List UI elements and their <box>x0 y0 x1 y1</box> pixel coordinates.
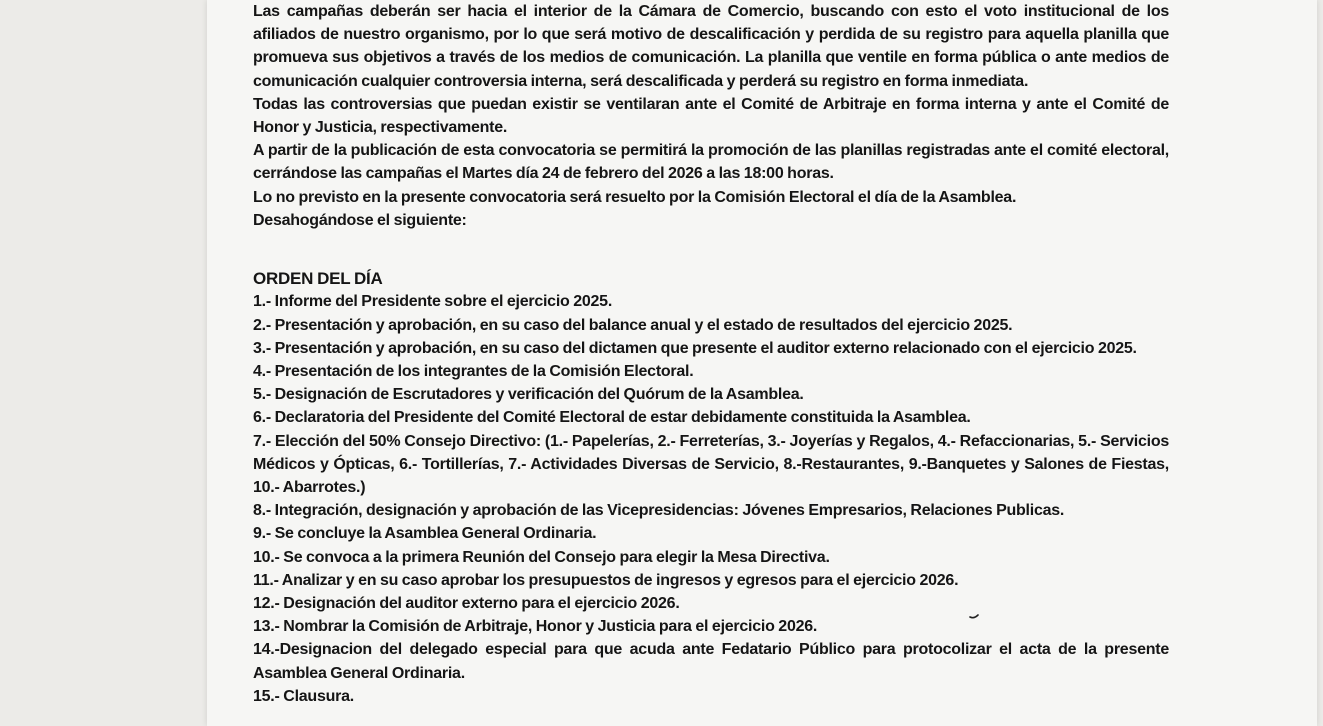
agenda-item: 5.- Designación de Escrutadores y verificación del Quórum de la Asamblea. <box>253 386 804 404</box>
document-body <box>253 0 1169 708</box>
agenda-item: 2.- Presentación y aprobación, en su caso del balance anual y el estado de resultados del ejercicio 2025. <box>253 316 1013 334</box>
agenda-item: 6.- Declaratoria del Presidente del Comité Electoral de estar debidamente constituida la Asamblea. <box>253 409 971 427</box>
agenda-item: 10.- Se convoca a la primera Reunión del Consejo para elegir la Mesa Directiva. <box>253 548 830 566</box>
blank-line <box>253 232 1169 255</box>
agenda-item: 3.- Presentación y aprobación, en su caso del dictamen que presente el auditor externo relacionado con el ejercicio 2025. <box>253 339 1137 357</box>
agenda-item: 15.- Clausura. <box>253 687 354 705</box>
agenda-item: 11.- Analizar y en su caso aprobar los presupuestos de ingresos y egresos para el ejercicio 2026. <box>253 571 959 589</box>
document-page <box>207 0 1317 726</box>
paragraph-campaigns: Las campañas deberán ser hacia el interior de la Cámara de Comercio, buscando con esto el voto institucional de los afiliados de nuestro organismo, por lo que será motivo de descalificación y perdida de su registro para aquella planilla que promueva sus objetivos a través de los medios de comunicación. La planilla que ventile en forma pública o ante medios de comunicación cualquier controversia interna, será descalificada y perderá su registro en forma inmediata. <box>253 3 1169 90</box>
agenda-item: 12.- Designación del auditor externo para el ejercicio 2026. <box>253 595 680 613</box>
agenda-item: 14.-Designacion del delegado especial para que acuda ante Fedatario Público para protocolizar el acta de la presente Asamblea General Ordinaria. <box>253 641 1169 682</box>
agenda-list <box>253 290 1169 708</box>
agenda-item: 8.- Integración, designación y aprobación de las Vicepresidencias: Jóvenes Empresarios, Relaciones Publicas. <box>253 502 1065 520</box>
line-unforeseen: Lo no previsto en la presente convocatoria será resuelto por la Comisión Electoral el día de la Asamblea. <box>253 188 1017 206</box>
pen-mark <box>969 614 979 620</box>
agenda-item: 4.- Presentación de los integrantes de la Comisión Electoral. <box>253 363 694 381</box>
paragraph-controversies: Todas las controversias que puedan existir se ventilaran ante el Comité de Arbitraje en forma interna y ante el Comité de Honor y Justicia, respectivamente. <box>253 95 1169 137</box>
agenda-item: 7.- Elección del 50% Consejo Directivo: (1.- Papelerías, 2.- Ferreterías, 3.- Joyerías y Regalos, 4.- Refaccionarias, 5.- Servicios Médicos y Ópticas, 6.- Tortillerías, 7.- Actividades Diversas de Servicio, 8.-Restaurantes, 9.-Banquetes y Salones de Fiestas, 10.- Abarrotes.) <box>253 432 1169 497</box>
agenda-item: 13.- Nombrar la Comisión de Arbitraje, Honor y Justicia para el ejercicio 2026. <box>253 618 818 636</box>
agenda-item: 9.- Se concluye la Asamblea General Ordinaria. <box>253 525 597 543</box>
agenda-item: 1.- Informe del Presidente sobre el ejercicio 2025. <box>253 293 613 311</box>
agenda-title: ORDEN DEL DÍA <box>253 269 383 289</box>
paragraph-promotion: A partir de la publicación de esta convocatoria se permitirá la promoción de las planillas registradas ante el comité electoral, cerrándose las campañas el Martes día 24 de febrero del 2026 a las 18:00 horas. <box>253 142 1169 183</box>
line-following: Desahogándose el siguiente: <box>253 211 467 229</box>
